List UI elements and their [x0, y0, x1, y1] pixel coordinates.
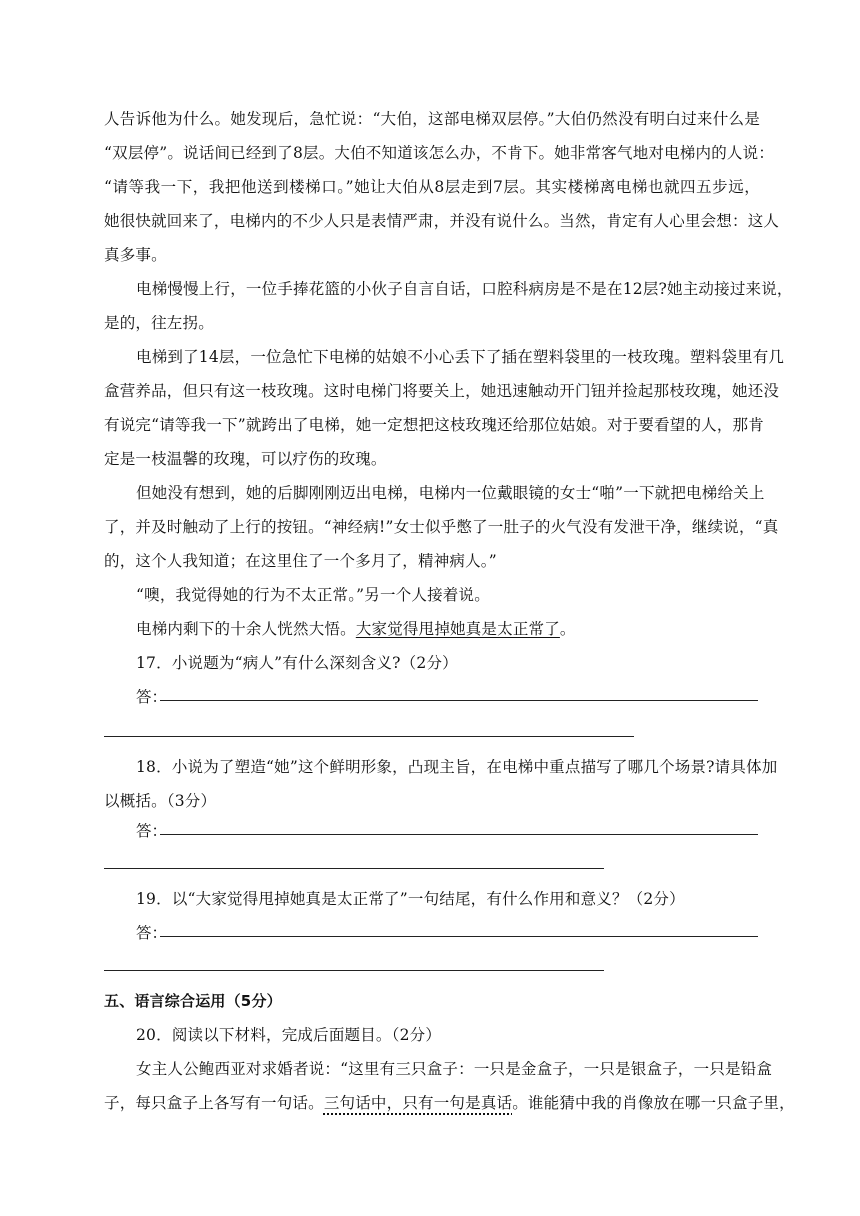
story-p3-line2: 盒营养品，但只有这一枝玫瑰。这时电梯门将要关上，她迅速触动开门钮并捡起那枝玫瑰，她还没 [104, 382, 780, 400]
story-p4-line2: 了，并及时触动了上行的按钮。“神经病!”女士似乎憋了一肚子的火气没有发泄干净，继续说，“真 [104, 518, 779, 536]
story-p3-line1: 电梯到了14层，一位急忙下电梯的姑娘不小心丢下了插在塑料袋里的一枝玫瑰。塑料袋里有几 [136, 348, 785, 366]
answer-18-line-1[interactable] [160, 834, 758, 835]
answer-18-line-2[interactable] [104, 868, 604, 869]
answer-17-prefix: 答： [136, 688, 168, 706]
story-p1-line5: 真多事。 [104, 246, 167, 264]
question-18-line2: 以概括。（3分） [104, 792, 217, 810]
section-5-p1-line1: 女主人公鲍西亚对求婚者说：“这里有三只盒子：一只是金盒子，一只是银盒子，一只是铅盒 [136, 1060, 773, 1078]
section-5-p1-line2-before: 子，每只盒子上各写有一句话。 [104, 1094, 324, 1112]
section-5-p1-line2 [104, 1092, 795, 1114]
answer-19-line-2[interactable] [104, 970, 604, 971]
section-5-p1-emphasis: 三句话中，只有一句是真话 [323, 1094, 513, 1112]
story-p3-line3: 有说完“请等我一下”就跨出了电梯，她一定想把这枝玫瑰还给那位姑娘。对于要看望的人，那肯 [104, 416, 764, 434]
answer-19-prefix: 答： [136, 924, 168, 942]
section-5-p1-line2-after: 。谁能猜中我的肖像放在哪一只盒子里， [512, 1094, 795, 1112]
story-p6-before: 电梯内剩下的十余人恍然大悟。 [136, 620, 356, 638]
answer-17-line-2[interactable] [104, 736, 634, 737]
story-p1-line1: 人告诉他为什么。她发现后，急忙说：“大伯，这部电梯双层停。”大伯仍然没有明白过来什么是 [104, 110, 760, 128]
story-p1-line2: “双层停”。说话间已经到了8层。大伯不知道该怎么办，不肯下。她非常客气地对电梯内的人说： [104, 144, 775, 162]
story-p1-line4: 她很快就回来了，电梯内的不少人只是表情严肃，并没有说什么。当然，肯定有人心里会想：这人 [104, 212, 780, 230]
question-17: 17．小说题为“病人”有什么深刻含义?（2分） [136, 654, 458, 672]
story-p2-line2: 是的，往左拐。 [104, 314, 214, 332]
story-p4-line1: 但她没有想到，她的后脚刚刚迈出电梯，电梯内一位戴眼镜的女士“啪”一下就把电梯给关上 [136, 484, 765, 502]
story-p1-line3: “请等我一下，我把他送到楼梯口。”她让大伯从8层走到7层。其实楼梯离电梯也就四五步远， [104, 178, 760, 196]
section-5-heading: 五、语言综合运用（5分） [104, 992, 282, 1010]
story-p6-after: 。 [559, 620, 576, 638]
story-p4-line3: 的，这个人我知道；在这里住了一个多月了，精神病人。” [104, 552, 497, 570]
story-p3-line4: 定是一枝温馨的玫瑰，可以疗伤的玫瑰。 [104, 450, 387, 468]
story-p2-line1: 电梯慢慢上行，一位手捧花篮的小伙子自言自话，口腔科病房是不是在12层?她主动接过来说， [136, 280, 793, 298]
question-18-line1: 18．小说为了塑造“她”这个鲜明形象，凸现主旨，在电梯中重点描写了哪几个场景?请具体加 [136, 758, 778, 776]
story-p5: “噢，我觉得她的行为不太正常。”另一个人接着说。 [136, 586, 490, 604]
question-19: 19．以“大家觉得甩掉她真是太正常了”一句结尾，有什么作用和意义？（2分） [136, 890, 685, 908]
answer-19-line-1[interactable] [160, 936, 758, 937]
answer-17-line-1[interactable] [160, 700, 758, 701]
story-p6 [136, 618, 760, 640]
question-20: 20．阅读以下材料，完成后面题目。（2分） [136, 1026, 442, 1044]
answer-18-prefix: 答： [136, 822, 168, 840]
story-p6-underlined-sentence: 大家觉得甩掉她真是太正常了 [355, 620, 560, 638]
